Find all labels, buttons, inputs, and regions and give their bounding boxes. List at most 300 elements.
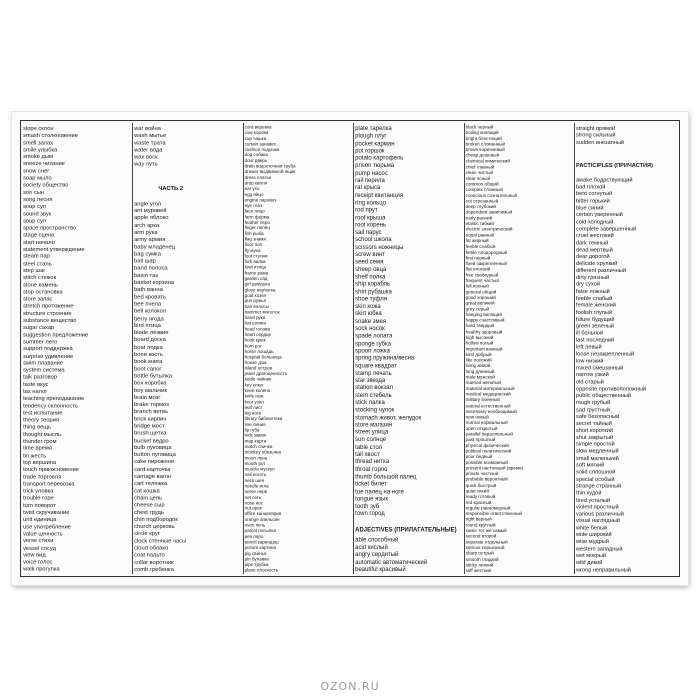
word-entry: seed семя [355, 257, 384, 265]
word-entry: taste вкус [23, 380, 49, 388]
word-entry: high высокий [465, 334, 494, 340]
word-entry: hollow полый [465, 340, 494, 346]
word-entry: card карточка [134, 465, 171, 473]
word-entry: complex сложный [465, 186, 503, 193]
word-entry: poor бедный [465, 453, 493, 460]
word-entry: nut орех [244, 505, 262, 511]
word-entry: blue синий [576, 204, 604, 211]
word-entry: toe палец на ноге [355, 487, 404, 495]
word-entry: loose незакрепленный [576, 350, 635, 357]
word-entry: tongue язык [355, 494, 388, 502]
word-entry: angle угол [134, 199, 162, 207]
word-entry: touch прикосновение [23, 465, 79, 473]
column-2 [132, 123, 244, 574]
word-entry: chemical химический [465, 158, 510, 164]
word-entry: rat крыса [355, 183, 381, 191]
word-entry: ship корабль [355, 279, 391, 288]
word-entry: lip губа [244, 426, 260, 433]
word-entry: waste трата [134, 138, 166, 146]
word-entry: knife нож [244, 393, 264, 399]
word-entry: engine паровоз [244, 197, 277, 203]
word-entry: quick быстрый [465, 482, 497, 488]
word-entry: tail хвост [355, 450, 380, 458]
word-entry: teaching преподавание [23, 394, 85, 402]
word-entry: complete завершенный [576, 224, 637, 232]
word-entry: hospital больница [244, 354, 282, 360]
word-entry: house дом [244, 359, 267, 366]
word-entry: feeble слабый [465, 243, 496, 249]
word-entry: town город [355, 509, 385, 517]
word-entry: button пуговица [134, 450, 176, 458]
watermark: OZON.RU [320, 680, 380, 693]
word-entry: long длинный [465, 368, 495, 375]
word-entry: brush щетка [134, 429, 167, 437]
word-entry: straight прямой [576, 124, 616, 132]
word-entry: root корень [355, 220, 387, 228]
word-entry: pot горшок [355, 146, 385, 154]
word-entry: delicate хрупкий [576, 259, 618, 267]
word-entry: eye глаз [244, 202, 262, 209]
word-entry: wild дикий [576, 558, 603, 566]
word-entry: finger палец [244, 225, 270, 231]
word-entry: church церковь [134, 522, 175, 530]
word-entry: wide широкий [576, 530, 612, 538]
word-entry: garden сад [244, 275, 268, 281]
word-entry: voice голос [23, 558, 53, 566]
word-entry: hanging висящий [465, 311, 502, 318]
word-entry: statement утверждение [23, 245, 85, 253]
word-entry: fat жирный [465, 237, 489, 244]
word-entry: ball шар [134, 256, 156, 264]
word-entry: bottle бутылка [134, 371, 172, 379]
word-entry: view вид [23, 551, 46, 558]
word-entry: left левый [576, 343, 602, 350]
section-heading: ADJECTIVES (ПРИЛАГАТЕЛЬНЫЕ) [355, 525, 457, 533]
word-entry: floor пол [244, 241, 263, 248]
word-entry: automatic автоматический [355, 557, 428, 566]
word-entry: thing вещь [23, 423, 51, 430]
word-entry: slow медленный [576, 447, 619, 455]
word-entry: horse лошадь [244, 348, 274, 354]
word-entry: broken сломанный [465, 141, 506, 147]
word-entry: heart сердце [244, 331, 272, 338]
word-entry: clean чистый [465, 169, 494, 176]
word-entry: bridge мост [134, 422, 165, 429]
word-entry: strange странный [576, 482, 622, 489]
word-entry: drawer выдвижной ящик [244, 168, 296, 175]
word-entry: table стол [355, 442, 383, 451]
word-entry: wash мытье [134, 131, 167, 139]
word-entry: station вокзал [355, 383, 394, 391]
word-entry: school школа [355, 235, 392, 243]
word-entry: married женатый [465, 379, 501, 386]
word-entry: support поддержка [23, 344, 73, 352]
word-entry: chest грудь [134, 508, 164, 516]
word-entry: second второй [465, 533, 497, 539]
word-entry: smooth гладкий [465, 556, 499, 562]
word-entry: sail парус [355, 228, 382, 236]
word-entry: feeble слабый [576, 294, 613, 302]
word-entry: steam пар [23, 252, 50, 260]
word-entry: cord веревка [244, 124, 272, 130]
word-entry: dead мертвый [576, 245, 613, 253]
word-entry: tin жесть [23, 451, 47, 459]
word-entry: system система [23, 366, 65, 374]
word-entry: unit единица [23, 515, 57, 523]
word-entry: head голова [244, 325, 270, 332]
word-entry: grey серый [465, 305, 490, 312]
word-entry: boy мальчик [134, 386, 167, 394]
word-entry: flat плоский [465, 266, 491, 272]
word-entry: door дверь [244, 157, 268, 164]
word-entry: acid кислый [355, 543, 388, 551]
word-entry: value ценность [23, 529, 63, 537]
word-entry: screw винт [355, 250, 385, 258]
word-entry: water вода [134, 145, 163, 153]
word-entry: army армия [134, 235, 166, 243]
word-entry: society общество [23, 181, 69, 189]
word-entry: thread нитка [355, 457, 390, 465]
column-4-list [353, 123, 457, 574]
word-entry: knee колено [244, 387, 271, 394]
word-entry: cheap дешевый [465, 152, 500, 159]
word-entry: stone камень [23, 280, 58, 288]
spacer [355, 517, 431, 523]
word-entry: smoke дым [23, 152, 53, 160]
word-entry: pocket карман [355, 139, 395, 147]
word-entry: summer лето [23, 337, 58, 345]
word-entry: moon луна [244, 454, 268, 461]
word-entry: free свободный [465, 271, 499, 278]
word-entry: use употребление [23, 522, 71, 530]
word-entry: medical медицинский [465, 391, 511, 397]
word-entry: neck шея [244, 477, 265, 483]
word-entry: goat козел [244, 292, 267, 298]
word-entry: violent яростный [576, 503, 619, 510]
word-entry: safe безопасный [576, 412, 620, 420]
word-entry: physical физический [465, 442, 509, 448]
word-entry: transport перевозка [23, 479, 75, 487]
word-entry: bent согнутый [576, 190, 613, 197]
word-entry: rod прут [355, 205, 378, 214]
word-entry: match спичка [244, 443, 273, 450]
word-entry: band полоса [134, 264, 168, 272]
word-entry: gun ружье [244, 297, 267, 304]
word-entry: slope склон [23, 124, 54, 132]
word-entry: shirt рубашка [355, 287, 392, 295]
word-entry: hard твердый [465, 323, 495, 329]
word-entry: same тот же самый [465, 527, 507, 534]
word-entry: theory теория [23, 415, 60, 423]
word-entry: open открытый [465, 425, 498, 431]
word-entry: fertile плодородный [465, 249, 508, 255]
word-entry: soup суп [23, 202, 46, 210]
word-entry: lock замок [244, 432, 267, 439]
word-entry: receipt квитанция [355, 191, 404, 199]
word-entry: angry сердитый [355, 550, 399, 558]
word-entry: coat пальто [134, 551, 165, 559]
word-entry: step шаг [23, 266, 46, 274]
word-entry: last последний [576, 336, 615, 343]
word-entry: nail ноготь [244, 471, 267, 478]
word-entry: round круглый [465, 521, 496, 528]
word-entry: book книга [134, 357, 163, 365]
word-entry: bird птица [134, 321, 161, 329]
word-entry: equal равный [465, 232, 495, 238]
word-entry: face лицо [244, 208, 265, 214]
word-entry: glove перчатка [244, 286, 276, 293]
word-entry: dress платье [244, 174, 272, 181]
word-entry: branch ветвь [134, 407, 169, 415]
word-entry: stomach живот, желудок [355, 413, 422, 421]
word-entry: picture картина [244, 544, 277, 551]
word-entry: sound звук [23, 209, 52, 217]
word-entry: fish рыба [244, 230, 264, 237]
word-entry: cold холодный [576, 217, 614, 225]
word-entry: girl девушка [244, 281, 270, 287]
spacer [576, 145, 643, 159]
word-entry: probable вероятный [465, 476, 508, 483]
word-entry: solid сплошной [576, 468, 616, 475]
word-entry: regular равномерный [465, 504, 511, 511]
column-6 [574, 123, 679, 574]
word-entry: drop капля [244, 180, 268, 186]
word-entry: fork вилка [244, 258, 266, 265]
word-entry: spring пружина/весна [355, 354, 415, 362]
word-entry: farm ферма [244, 213, 270, 220]
word-entry: bucket ведро [134, 436, 169, 444]
word-entry: cup чашка [244, 135, 267, 141]
word-entry: stem стебель [355, 391, 392, 399]
word-entry: dependent зависимый [465, 209, 513, 215]
word-entry: mouth рот [244, 460, 266, 467]
word-entry: quiet тихий [465, 487, 489, 494]
word-entry: cat кошка [134, 486, 160, 494]
word-entry: way путь [134, 160, 158, 168]
word-entry: curtain занавес [244, 140, 277, 147]
word-entry: baby младенец [134, 242, 176, 250]
word-entry: new новый [465, 413, 489, 420]
word-entry: stitch стежок [23, 273, 57, 281]
word-entry: plough плуг [355, 131, 387, 140]
word-entry: leg нога [244, 410, 262, 416]
word-entry: future будущий [576, 315, 615, 323]
word-entry: structure строение [23, 309, 72, 317]
word-entry: scissors ножницы [355, 242, 404, 251]
word-entry: ticket билет [355, 479, 387, 488]
word-entry: talk разговор [23, 373, 58, 381]
word-entry: responsible ответственный [465, 510, 522, 517]
word-entry: trade торговля [23, 472, 62, 480]
column-3 [243, 123, 354, 574]
word-entry: beautiful красивый [355, 565, 406, 573]
word-entry: collar воротник [134, 558, 174, 566]
word-entry: stage сцена [23, 231, 55, 238]
word-entry: stocking чулок [355, 405, 395, 414]
word-entry: stretch протяжение [23, 302, 74, 310]
word-entry: pencil карандаш [244, 539, 279, 545]
word-entry: feather перо [244, 219, 270, 225]
word-entry: female женский [576, 301, 616, 309]
column-3-list [243, 123, 303, 574]
word-entry: wax воск [134, 153, 158, 161]
word-entry: material материальный [465, 385, 515, 392]
word-entry: war война [134, 124, 161, 132]
word-entry: thunder гром [23, 437, 57, 445]
word-entry: full полный [465, 283, 489, 289]
word-entry: trouble горе [23, 494, 54, 502]
word-entry: various различный [576, 509, 624, 517]
word-entry: private частный [465, 470, 499, 477]
word-entry: serious серьезный [465, 544, 505, 551]
word-entry: important важный [465, 345, 503, 352]
word-entry: arch арка [134, 221, 160, 229]
word-entry: male мужской [465, 374, 495, 380]
word-entry: berry ягода [134, 314, 164, 322]
word-entry: time время [23, 444, 52, 452]
column-4 [353, 123, 465, 574]
word-entry: comb гребенка [134, 565, 174, 573]
word-entry: library библиотека [244, 415, 283, 422]
word-entry: pipe трубка [244, 561, 269, 568]
word-entry: square квадрат [355, 361, 397, 369]
word-entry: present настоящий (время) [465, 465, 524, 471]
word-entry: bath ванна [134, 285, 163, 293]
word-entry: skirt юбка [355, 309, 382, 317]
word-entry: separate отдельный [465, 539, 508, 545]
word-entry: fixed закрепленный [465, 260, 507, 267]
word-entry: bulb луковица [134, 443, 172, 451]
word-entry: box коробка [134, 378, 167, 386]
word-entry: strong сильный [576, 131, 616, 139]
word-entry: secret тайный [576, 419, 612, 427]
word-entry: ill больной [576, 329, 604, 336]
word-entry: plane плоскость [244, 567, 279, 573]
word-entry: fowl птица [244, 264, 267, 270]
word-entry: able способный [355, 535, 399, 543]
word-entry: hammer молоток [244, 309, 280, 315]
word-entry: certain уверенный [576, 211, 623, 218]
word-entry: ring кольцо [355, 198, 386, 206]
section-heading: ЧАСТЬ 2 [158, 184, 184, 192]
word-entry: cut отрезанный [465, 197, 499, 204]
word-entry: stop остановка [23, 287, 63, 295]
word-entry: soup суп [23, 216, 46, 224]
word-entry: narrow узкий [576, 370, 609, 378]
word-entry: healthy здоровый [465, 328, 503, 335]
word-entry: rail перила [355, 176, 385, 184]
word-entry: special особый [576, 475, 615, 482]
word-entry: great великий [465, 300, 495, 306]
column-1-list [21, 123, 98, 574]
word-entry: pump насос [355, 168, 388, 177]
word-entry: frame рама [244, 269, 269, 276]
word-entry: white белый [576, 523, 608, 531]
word-entry: necessary необходимый [465, 408, 517, 414]
word-entry: board доска [134, 335, 166, 343]
word-entry: hat шляпа [244, 320, 266, 326]
word-entry: bed кровать [134, 292, 167, 300]
word-entry: ready готовый [465, 493, 496, 500]
word-entry: sad грустный [576, 405, 611, 413]
word-entry: skin кожа [355, 302, 381, 310]
word-entry: pin булавка [244, 555, 269, 562]
word-entry: orange апельсин [244, 516, 280, 523]
word-entry: old старый [576, 377, 604, 385]
word-entry: shut закрытый [576, 433, 614, 441]
word-entry: cheese сыр [134, 500, 165, 508]
word-entry: general общий [465, 288, 497, 295]
word-entry: sun солнце [355, 435, 387, 443]
word-entry: foot ступня [244, 253, 268, 259]
word-entry: brown коричневый [465, 146, 505, 153]
word-entry: swim плавание [23, 359, 64, 366]
word-entry: shoe туфля [355, 294, 387, 302]
word-entry: net сеть [244, 494, 262, 500]
word-entry: suggestion предложение [23, 330, 89, 338]
word-entry: conscious сознательный [465, 192, 518, 198]
word-entry: store магазин [355, 420, 393, 428]
word-entry: brain мозг [134, 393, 161, 401]
word-entry: fly муха [244, 247, 261, 253]
word-entry: snake змея [355, 317, 387, 325]
word-entry: happy счастливый [465, 317, 505, 323]
word-entry: opposite противоположный [576, 384, 647, 392]
word-entry: verse стихи [23, 536, 54, 544]
word-entry: green зеленый [576, 322, 614, 330]
word-entry: sharp острый [465, 550, 494, 556]
word-entry: test испытание [23, 408, 63, 416]
word-entry: frequent частый [465, 277, 499, 284]
word-entry: clock стенные часы [134, 536, 187, 544]
word-entry: bee пчела [134, 300, 162, 307]
word-entry: nerve нерв [244, 488, 268, 495]
word-entry: western западный [576, 544, 623, 552]
word-entry: wise мудрый [576, 537, 609, 545]
word-entry: walk прогулка [23, 565, 60, 573]
word-entry: simple простой [576, 440, 615, 448]
word-entry: boat лодка [134, 343, 163, 351]
word-entry: muscle мускул [244, 466, 275, 472]
word-entry: foolish глупый [576, 308, 612, 316]
word-entry: steel сталь [23, 259, 52, 267]
word-entry: pig свинья [244, 550, 267, 556]
word-entry: hand рука [244, 314, 266, 321]
word-entry: start начало [23, 238, 55, 246]
word-entry: circle круг [134, 529, 160, 537]
word-entry: boot сапог [134, 364, 162, 372]
word-entry: sneeze чихание [23, 159, 65, 167]
word-entry: normal нормальный [465, 419, 508, 426]
word-entry: prison тюрьма [355, 161, 395, 169]
word-entry: awake бодрствующий [576, 176, 633, 184]
word-entry: natural естественный [465, 402, 511, 409]
word-entry: chin подбородок [134, 515, 178, 523]
word-entry: nose нос [244, 499, 263, 506]
word-entry: past прошлый [465, 436, 496, 443]
word-entry: black черный [465, 124, 494, 130]
column-6-list [574, 123, 653, 574]
word-entry: ant муравей [134, 206, 167, 214]
word-entry: electric электрический [465, 226, 513, 232]
word-entry: turn поворот [23, 501, 56, 509]
word-entry: leaf лист [244, 404, 263, 410]
word-entry: cloud облако [134, 544, 169, 552]
word-entry: spoon ложка [355, 346, 390, 354]
word-entry: first первый [465, 254, 491, 261]
word-entry: cake пирожное [134, 457, 175, 465]
word-entry: different различный [576, 266, 626, 274]
